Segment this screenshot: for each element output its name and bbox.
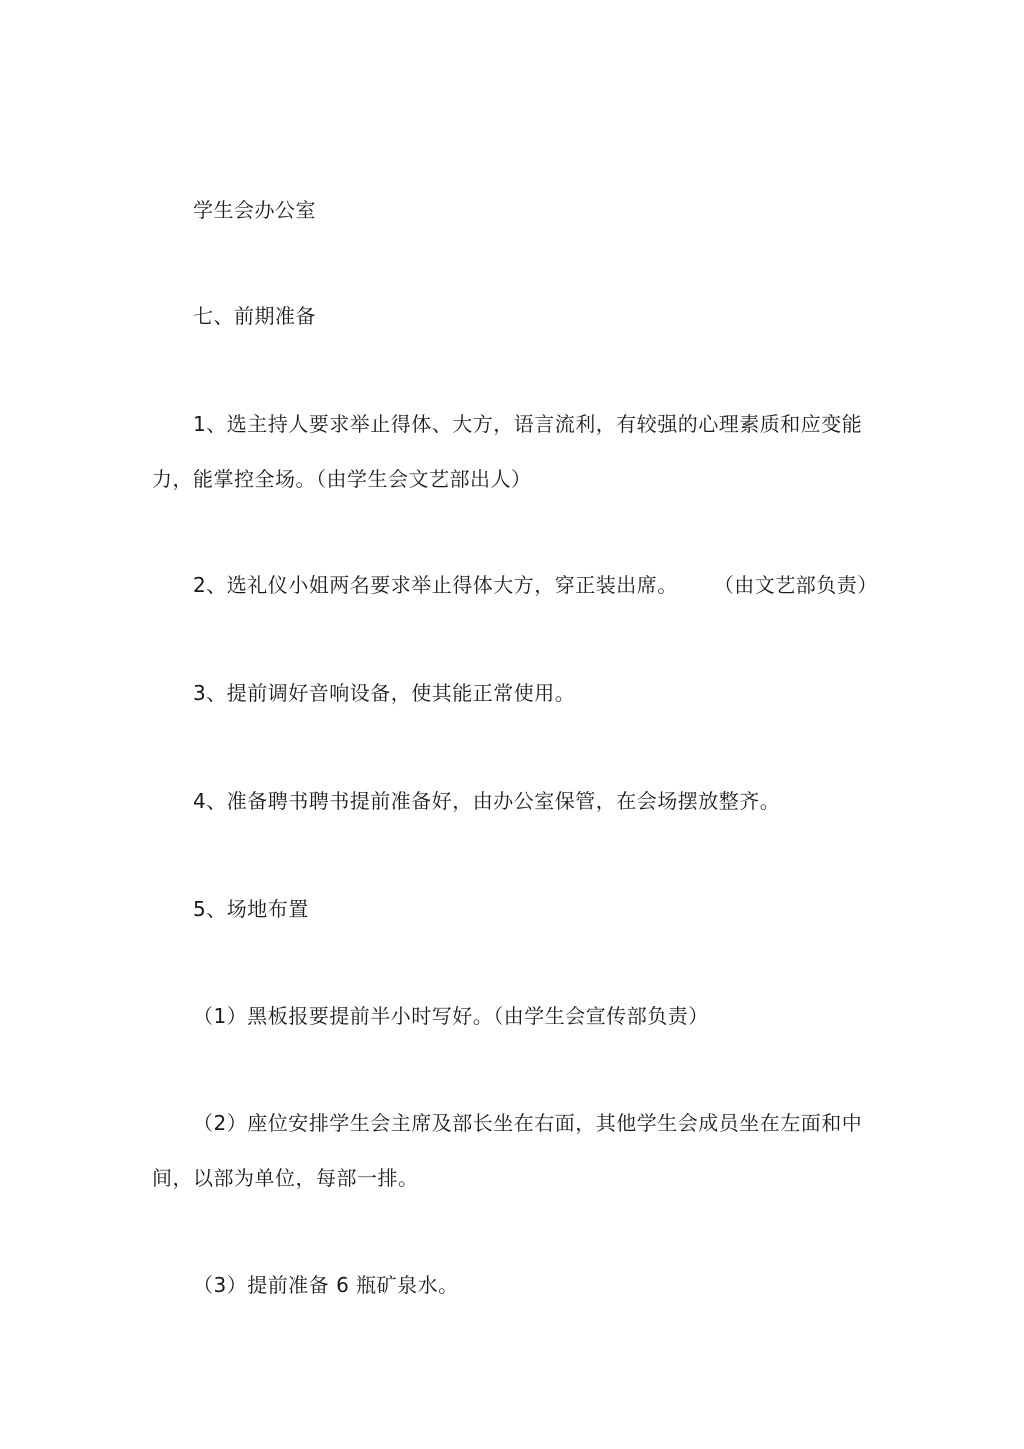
sub-item-3: （3）提前准备 6 瓶矿泉水。 (193, 1273, 459, 1297)
sub-item-2-line-1: （2）座位安排学生会主席及部长坐在右面，其他学生会成员坐在左面和中 (193, 1111, 863, 1135)
item-5: 5、场地布置 (193, 897, 309, 921)
section-heading: 七、前期准备 (193, 304, 316, 328)
item-2 (193, 571, 878, 599)
item-3: 3、提前调好音响设备，使其能正常使用。 (193, 681, 576, 705)
item-2-note: （由文艺部负责） (713, 573, 878, 597)
item-2-text: 2、选礼仪小姐两名要求举止得体大方，穿正装出席。 (193, 573, 678, 597)
item-1-line-1: 1、选主持人要求举止得体、大方，语言流利，有较强的心理素质和应变能 (193, 412, 863, 436)
item-1-line-2: 力，能掌控全场。（由学生会文艺部出人） (152, 467, 532, 491)
office-name: 学生会办公室 (193, 198, 316, 222)
item-4: 4、准备聘书聘书提前准备好，由办公室保管，在会场摆放整齐。 (193, 789, 781, 813)
sub-item-2-line-2: 间，以部为单位，每部一排。 (152, 1166, 419, 1190)
sub-item-1: （1）黑板报要提前半小时写好。（由学生会宣传部负责） (193, 1004, 709, 1028)
